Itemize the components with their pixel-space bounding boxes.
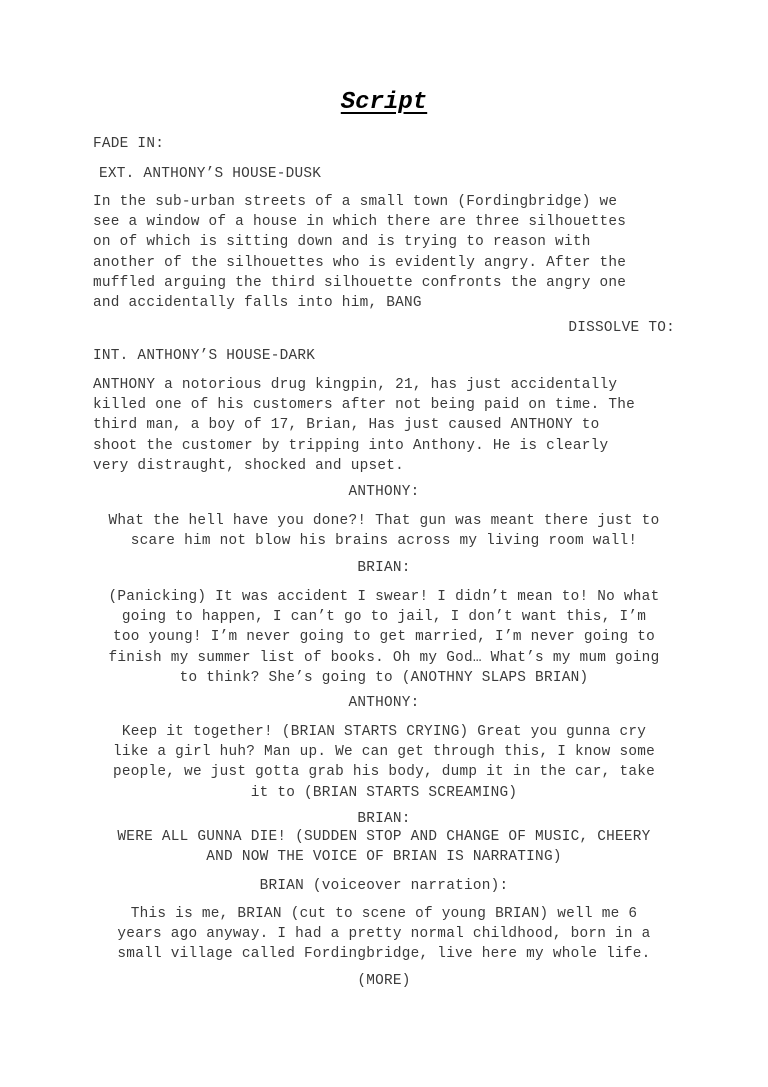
action-line: muffled arguing the third silhouette confronts the angry one: [93, 274, 627, 291]
transition: DISSOLVE TO:: [568, 320, 675, 336]
dialogue-block: [93, 722, 675, 803]
dialogue-block: [93, 511, 675, 551]
dialogue-line: small village called Fordingbridge, live here my whole life.: [117, 946, 651, 963]
character-name: BRIAN (voiceover narration):: [259, 878, 509, 894]
action-line: killed one of his customers after not being paid on time. The: [93, 397, 636, 414]
dialogue-line: (Panicking) It was accident I swear! I didn’t mean to! No what: [108, 589, 660, 605]
dialogue-line: finish my summer list of books. Oh my God… What’s my mum going: [108, 649, 660, 666]
scene2-action: [93, 375, 675, 476]
action-line: see a window of a house in which there are three silhouettes: [93, 214, 627, 231]
action-line: shoot the customer by tripping into Anthony. He is clearly: [93, 437, 609, 454]
action-line: and accidentally falls into him, BANG: [93, 295, 422, 312]
dialogue-line: Keep it together! (BRIAN STARTS CRYING) Great you gunna cry: [121, 724, 647, 740]
dialogue-block: [93, 587, 675, 688]
action-line: very distraught, shocked and upset.: [93, 457, 405, 474]
dialogue-line: WERE ALL GUNNA DIE! (SUDDEN STOP AND CHANGE OF MUSIC, CHEERY: [117, 829, 651, 845]
character-name: BRIAN:: [357, 560, 411, 576]
action-line: another of the silhouettes who is evidently angry. After the: [93, 254, 627, 271]
dialogue-line: too young! I’m never going to get married, I’m never going to: [112, 629, 656, 646]
dialogue-line: What the hell have you done?! That gun was meant there just to: [108, 513, 660, 529]
dialogue-line: people, we just gotta grab his body, dump it in the car, take: [112, 764, 656, 781]
action-line: third man, a boy of 17, Brian, Has just caused ANTHONY to: [93, 417, 600, 434]
character-name: BRIAN:: [357, 811, 411, 827]
scene-heading-ext: EXT. ANTHONY’S HOUSE-DUSK: [99, 166, 322, 182]
character-name: ANTHONY:: [348, 484, 420, 500]
dialogue-line: it to (BRIAN STARTS SCREAMING): [250, 784, 518, 801]
dialogue-line: scare him not blow his brains across my living room wall!: [130, 533, 638, 550]
dialogue-line: to think? She’s going to (ANOTHNY SLAPS BRIAN): [179, 669, 589, 686]
dialogue-line: This is me, BRIAN (cut to scene of young BRIAN) well me 6: [130, 906, 638, 922]
dialogue-line: AND NOW THE VOICE OF BRIAN IS NARRATING): [206, 849, 562, 866]
page-title: [93, 88, 675, 118]
dialogue-line: years ago anyway. I had a pretty normal childhood, born in a: [117, 926, 651, 943]
fade-in: FADE IN:: [93, 136, 165, 152]
action-line: ANTHONY a notorious drug kingpin, 21, has just accidentally: [93, 377, 618, 393]
page-title-text: Script: [340, 89, 428, 116]
action-line: In the sub-urban streets of a small town (Fordingbridge) we: [93, 194, 618, 210]
dialogue-line: like a girl huh? Man up. We can get through this, I know some: [112, 744, 656, 761]
continuation-marker: (MORE): [357, 973, 411, 989]
character-name: ANTHONY:: [348, 695, 420, 711]
dialogue-block: [93, 904, 675, 965]
action-line: on of which is sitting down and is trying to reason with: [93, 234, 591, 251]
dialogue-block: [93, 827, 675, 867]
dialogue-line: going to happen, I can’t go to jail, I don’t want this, I’m: [121, 609, 647, 626]
scene1-action: [93, 192, 675, 313]
scene-heading-int: INT. ANTHONY’S HOUSE-DARK: [93, 348, 316, 364]
